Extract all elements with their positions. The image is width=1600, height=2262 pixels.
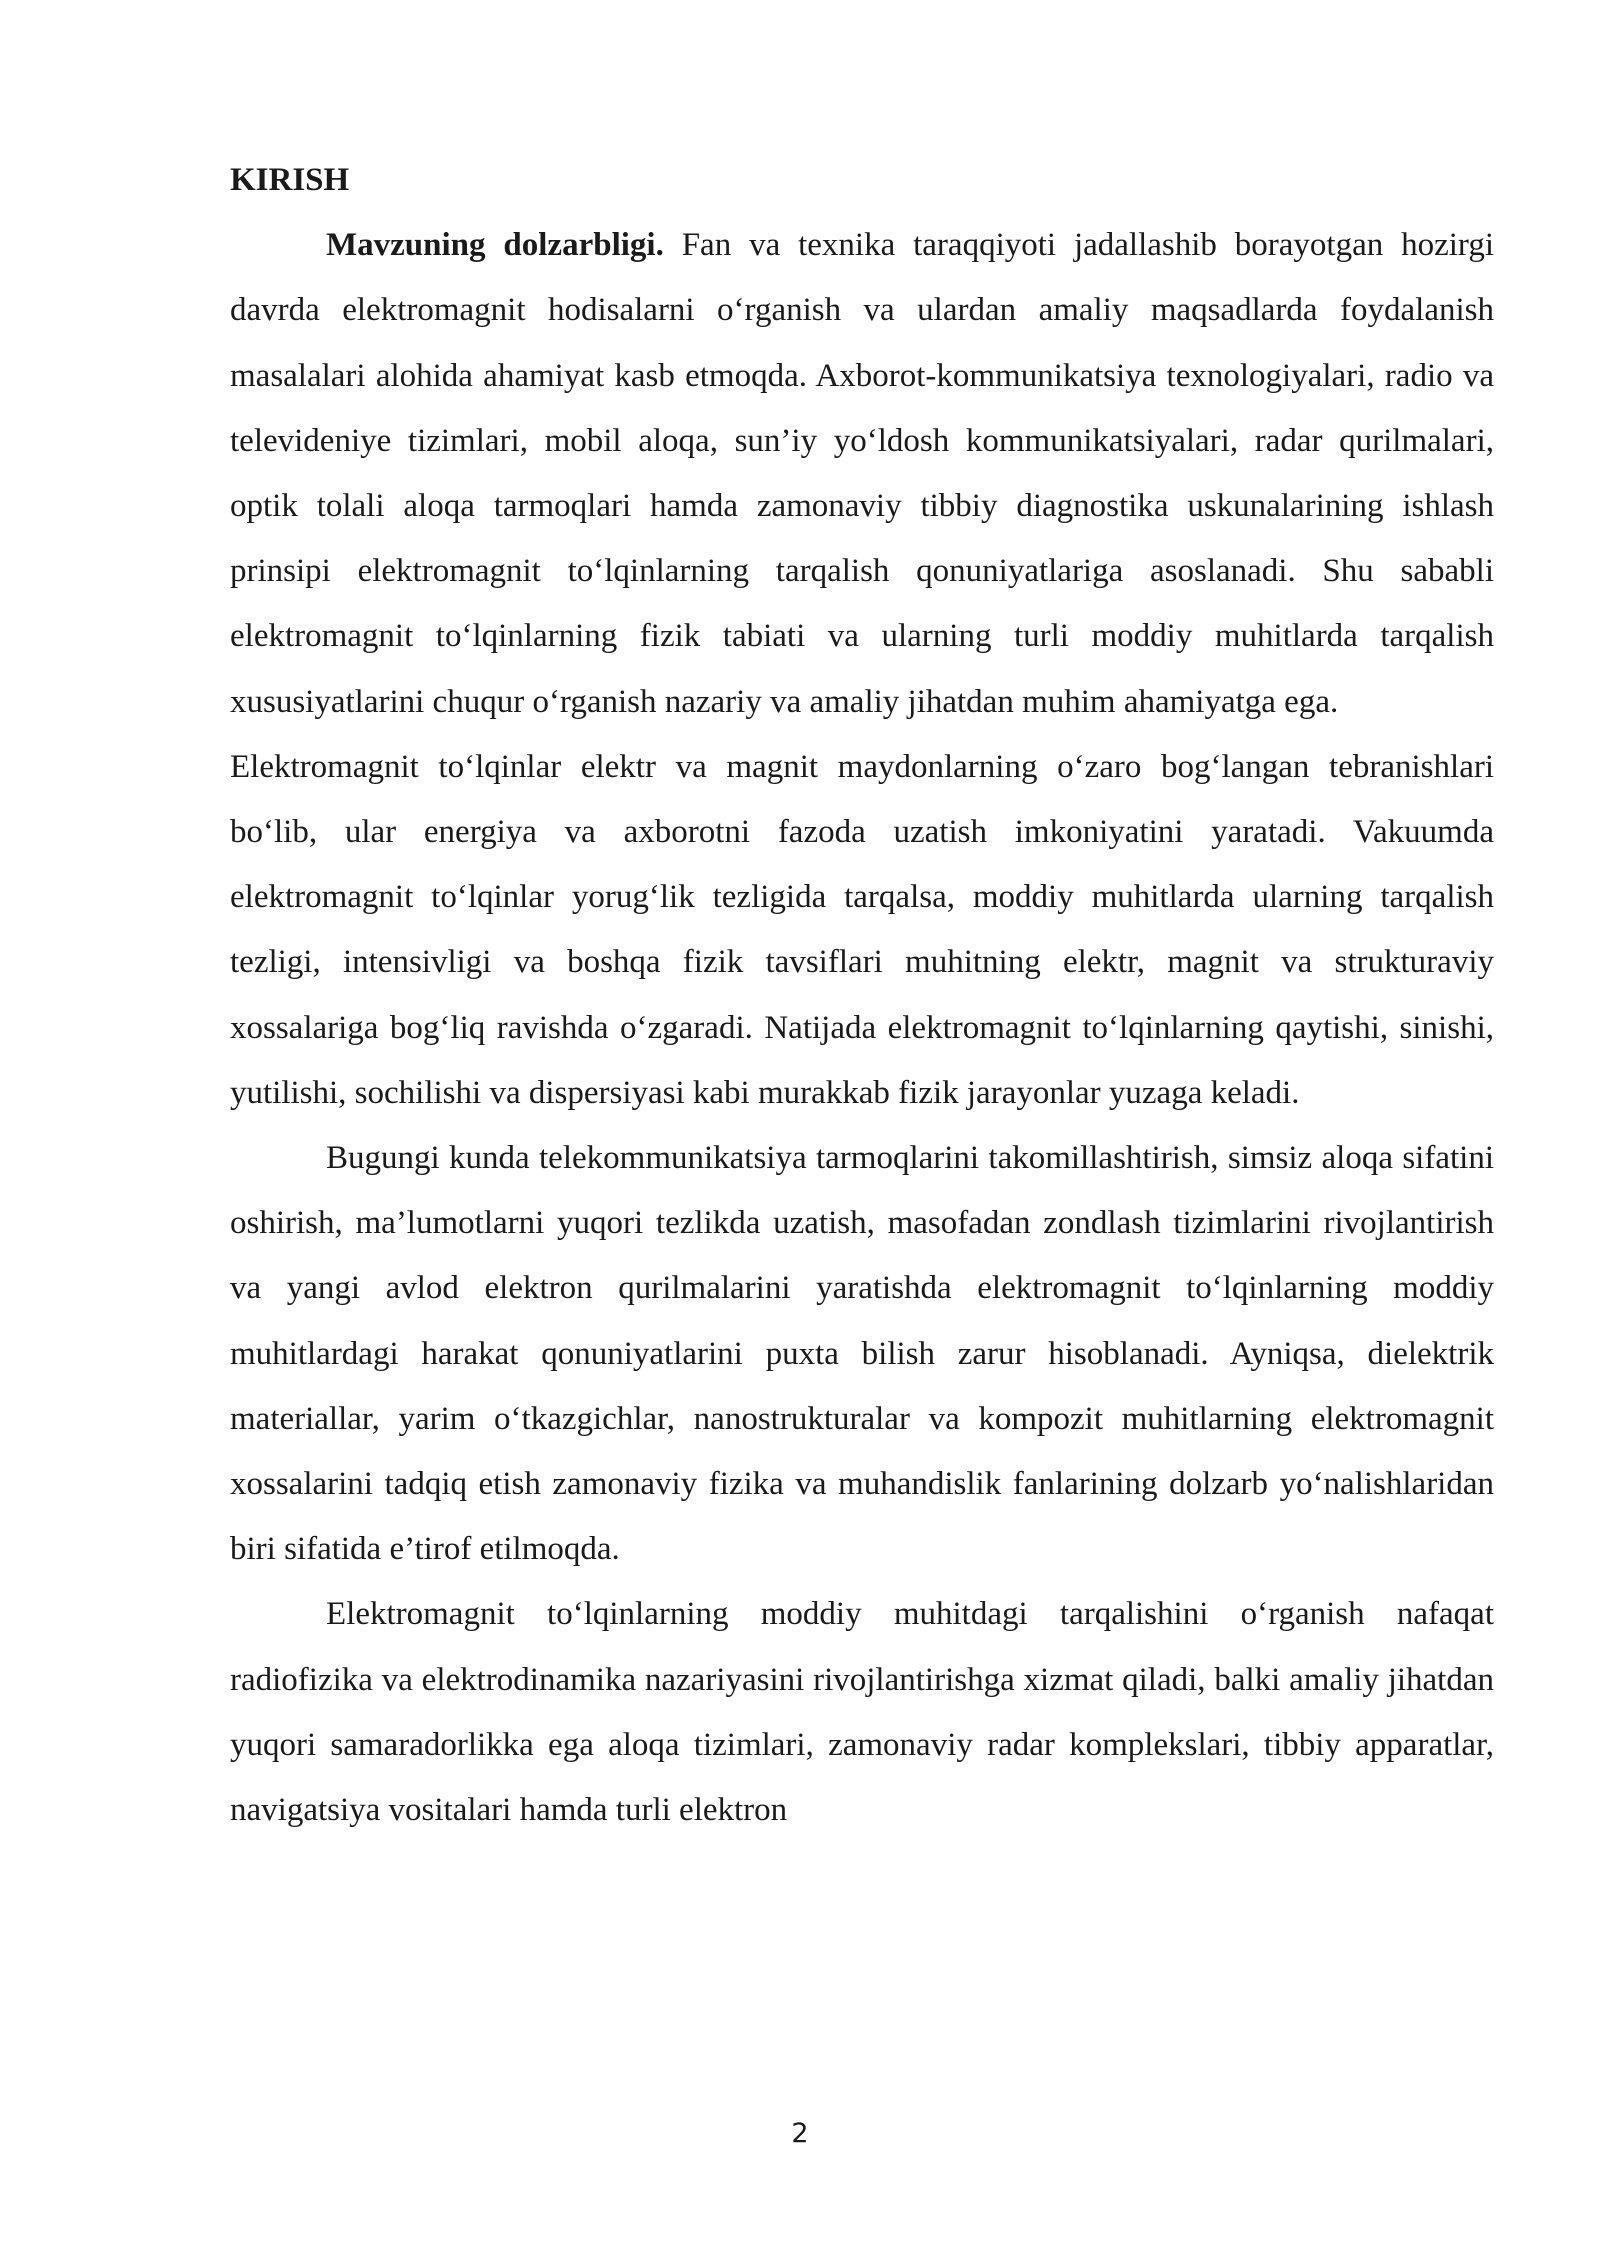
paragraph-relevance — [230, 213, 1494, 735]
paragraph-text: Fan va texnika taraqqiyoti jadallashib borayotgan hozirgi davrda elektromagnit hodisalarni o‘rganish va ulardan amaliy maqsadlarda foydalanish masalalari alohida ahamiyat kasb etmoqda. Axborot-kommunikatsiya texnologiyalari, radio va televideniye tizimlari, mobil aloqa, sun’iy yo‘ldosh kommunikatsiyalari, radar qurilmalari, optik tolali aloqa tarmoqlari hamda zamonaviy tibbiy diagnostika uskunalarining ishlash prinsipi elektromagnit to‘lqinlarning tarqalish qonuniyatlariga asoslanadi. Shu sababli elektromagnit to‘lqinlarning fizik tabiati va ularning turli moddiy muhitlarda tarqalish xususiyatlarini chuqur o‘rganish nazariy va amaliy jihatdan muhim ahamiyatga ega. — [230, 227, 1494, 720]
paragraph-lead: Mavzuning dolzarbligi. — [326, 227, 664, 264]
paragraph-study: Elektromagnit to‘lqinlarning moddiy muhitdagi tarqalishini o‘rganish nafaqat radiofizika va elektrodinamika nazariyasini rivojlantirishga xizmat qiladi, balki amaliy jihatdan yuqori samaradorlikka ega aloqa tizimlari, zamonaviy radar komplekslari, tibbiy apparatlar, navigatsiya vositalari hamda turli elektron — [230, 1596, 1494, 1829]
paragraph-today: Bugungi kunda telekommunikatsiya tarmoqlarini takomillashtirish, simsiz aloqa sifatini oshirish, ma’lumotlarni yuqori tezlikda uzatish, masofadan zondlash tizimlarini rivojlantirish va yangi avlod elektron qurilmalarini yaratishda elektromagnit to‘lqinlarning moddiy muhitlardagi harakat qonuniyatlarini puxta bilish zarur hisoblanadi. Ayniqsa, dielektrik materiallar, yarim o‘tkazgichlar, nanostrukturalar va kompozit muhitlarning elektromagnit xossalarini tadqiq etish zamonaviy fizika va muhandislik fanlarining dolzarb yo‘nalishlaridan biri sifatida e’tirof etilmoqda. — [230, 1140, 1494, 1568]
paragraph-em-waves: Elektromagnit to‘lqinlar elektr va magnit maydonlarning o‘zaro bog‘langan tebranishlari bo‘lib, ular energiya va axborotni fazoda uzatish imkoniyatini yaratadi. Vakuumda elektromagnit to‘lqinlar yorug‘lik tezligida tarqalsa, moddiy muhitlarda ularning tarqalish tezligi, intensivligi va boshqa fizik tavsiflari muhitning elektr, magnit va strukturaviy xossalariga bog‘liq ravishda o‘zgaradi. Natijada elektromagnit to‘lqinlarning qaytishi, sinishi, yutilishi, sochilishi va dispersiyasi kabi murakkab fizik jarayonlar yuzaga keladi. — [230, 748, 1494, 1111]
page-content — [230, 148, 1494, 1843]
section-heading: KIRISH — [230, 162, 350, 198]
page-number: 2 — [791, 2118, 809, 2149]
